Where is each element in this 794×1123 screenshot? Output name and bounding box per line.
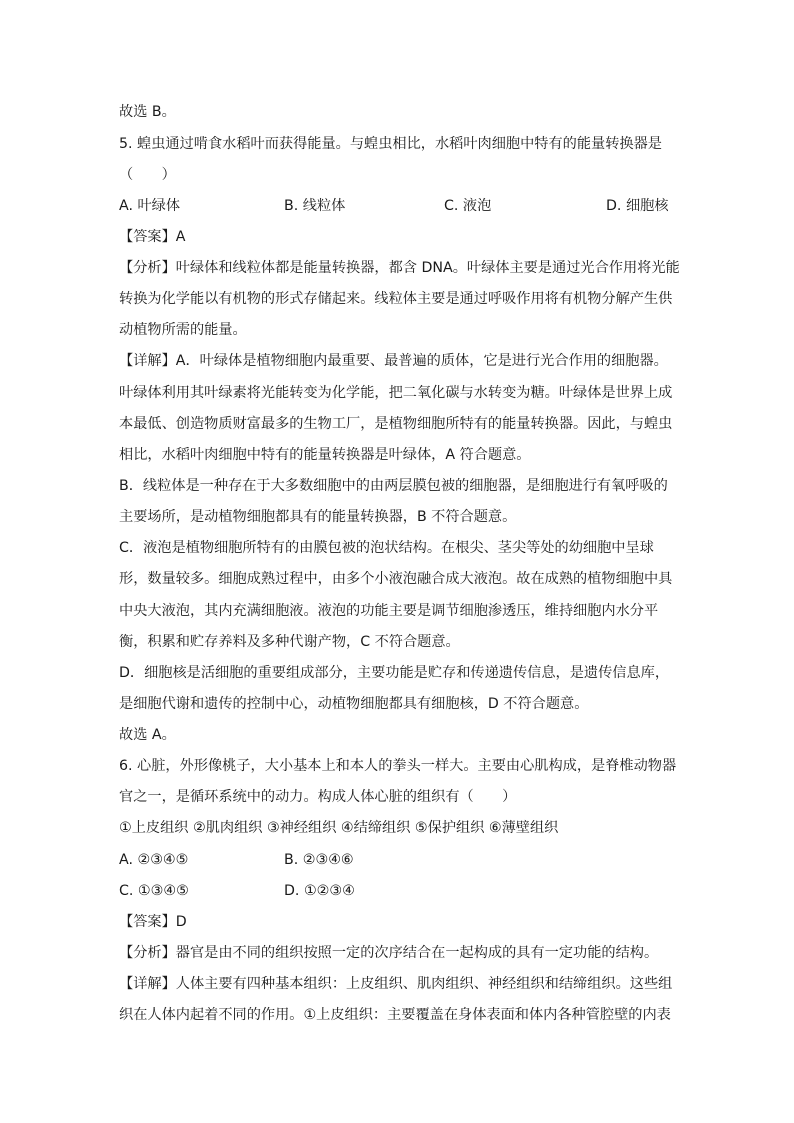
question-5-stem: 5. 蝗虫通过啃食水稻叶而获得能量。与蝗虫相比，水稻叶肉细胞中特有的能量转换器是 xyxy=(119,136,662,152)
detail-text: 【详解】A．叶绿体是植物细胞内最重要、最普遍的质体，它是进行光合作用的细胞器。 xyxy=(119,353,668,369)
q6-option-c: C. ①③④⑤ xyxy=(119,883,189,899)
detail-text: 形，数量较多。细胞成熟过程中，由多个小液泡融合成大液泡。故在成熟的植物细胞中具 xyxy=(119,571,673,587)
detail-text: 中央大液泡，其内充满细胞液。液泡的功能主要是调节细胞渗透压，维持细胞内水分平 xyxy=(119,603,659,619)
detail-text: 本最低、创造物质财富最多的生物工厂，是植物细胞所特有的能量转换器。因此，与蝗虫 xyxy=(119,416,673,432)
answer-label: 【答案】D xyxy=(119,914,187,930)
detail-text: 叶绿体利用其叶绿素将光能转变为化学能，把二氧化碳与水转变为糖。叶绿体是世界上成 xyxy=(119,385,673,401)
detail-text: 织在人体内起着不同的作用。①上皮组织：主要覆盖在身体表面和体内各种管腔壁的内表 xyxy=(119,1007,671,1023)
q6-option-d: D. ①②③④ xyxy=(284,883,355,899)
question-5-bracket: （ ） xyxy=(119,167,176,183)
question-6-stem: 6. 心脏，外形像桃子，大小基本上和本人的拳头一样大。主要由心肌构成，是脊椎动物器 xyxy=(119,758,677,774)
detail-text: C．液泡是植物细胞所特有的由膜包被的泡状结构。在根尖、茎尖等处的幼细胞中呈球 xyxy=(119,540,654,556)
detail-text: 是细胞代谢和遗传的控制中心，动植物细胞都具有细胞核，D 不符合题意。 xyxy=(119,696,589,712)
detail-text: 衡，积累和贮存养料及多种代谢产物，C 不符合题意。 xyxy=(119,634,460,650)
detail-text: D．细胞核是活细胞的重要组成部分，主要功能是贮存和传递遗传信息，是遗传信息库， xyxy=(119,665,670,681)
detail-text: 相比，水稻叶肉细胞中特有的能量转换器是叶绿体，A 符合题意。 xyxy=(119,447,531,463)
analysis-text: 【分析】器官是由不同的组织按照一定的次序结合在一起构成的具有一定功能的结构。 xyxy=(119,945,659,961)
q5-option-d: D. 细胞核 xyxy=(606,198,669,214)
q5-option-b: B. 线粒体 xyxy=(284,198,346,214)
text-line: 故选 A。 xyxy=(119,727,176,743)
analysis-text: 【分析】叶绿体和线粒体都是能量转换器，都含 DNA。叶绿体主要是通过光合作用将光能 xyxy=(119,260,680,276)
q6-option-b: B. ②③④⑥ xyxy=(284,852,354,868)
analysis-text: 动植物所需的能量。 xyxy=(119,322,247,338)
answer-label: 【答案】A xyxy=(119,229,186,245)
detail-text: B．线粒体是一种存在于大多数细胞中的由两层膜包被的细胞器，是细胞进行有氧呼吸的 xyxy=(119,478,668,494)
detail-text: 主要场所，是动植物细胞都具有的能量转换器，B 不符合题意。 xyxy=(119,509,517,525)
question-6-stem: 官之一，是循环系统中的动力。构成人体心脏的组织有（ ） xyxy=(119,789,517,805)
q6-option-a: A. ②③④⑤ xyxy=(119,852,189,868)
q5-option-c: C. 液泡 xyxy=(444,198,492,214)
text-line: 故选 B。 xyxy=(119,104,176,120)
q5-option-a: A. 叶绿体 xyxy=(119,198,181,214)
question-6-choices: ①上皮组织 ②肌肉组织 ③神经组织 ④结缔组织 ⑤保护组织 ⑥薄壁组织 xyxy=(119,820,559,836)
analysis-text: 转换为化学能以有机物的形式存储起来。线粒体主要是通过呼吸作用将有机物分解产生供 xyxy=(119,291,673,307)
detail-text: 【详解】人体主要有四种基本组织：上皮组织、肌肉组织、神经组织和结缔组织。这些组 xyxy=(119,976,673,992)
